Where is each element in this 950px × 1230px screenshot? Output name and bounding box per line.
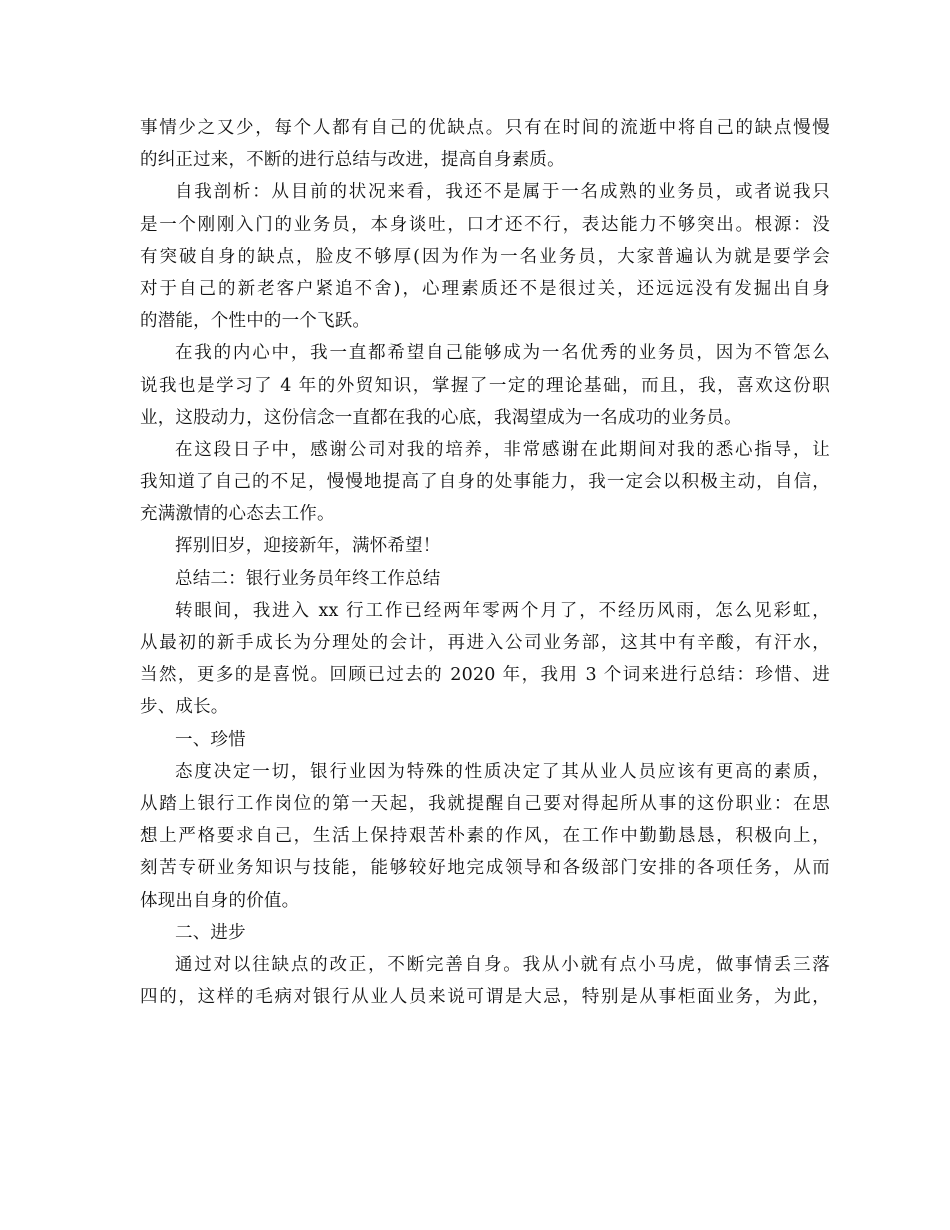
text-line: 事情少之又少，每个人都有自己的优缺点。只有在时间的流逝中将自己的缺点慢慢 — [140, 118, 830, 138]
text-line: 想上严格要求自己，生活上保持艰苦朴素的作风，在工作中勤勤恳恳，积极向上， — [140, 826, 830, 847]
text-line: 充满激情的心态去工作。 — [140, 504, 335, 525]
paragraph-start-line: 在我的内心中，我一直都希望自己能够成为一名优秀的业务员，因为不管怎么 — [175, 343, 830, 364]
text-line: 从最初的新手成长为分理处的会计，再进入公司业务部，这其中有辛酸，有汗水， — [140, 633, 830, 653]
text-line: 是一个刚刚入门的业务员，本身谈吐，口才还不行，表达能力不够突出。根源：没 — [140, 214, 830, 235]
paragraph-start-line: 通过对以往缺点的改正，不断完善自身。我从小就有点小马虎，做事情丢三落 — [175, 954, 830, 975]
text-line: 说我也是学习了 4 年的外贸知识，掌握了一定的理论基础，而且，我，喜欢这份职 — [140, 375, 830, 396]
text-line: 有突破自身的缺点，脸皮不够厚(因为作为一名业务员，大家普遍认为就是要学会 — [140, 246, 830, 267]
text-line: 步、成长。 — [140, 697, 229, 718]
paragraph-start-line: 转眼间，我进入 xx 行工作已经两年零两个月了，不经历风雨，怎么见彩虹， — [175, 600, 830, 621]
text-line: 的潜能，个性中的一个飞跃。 — [140, 311, 371, 332]
text-line: 四的，这样的毛病对银行从业人员来说可谓是大忌，特别是从事柜面业务，为此， — [140, 987, 830, 1008]
text-line: 业，这股动力，这份信念一直都在我的心底，我渴望成为一名成功的业务员。 — [140, 407, 742, 428]
text-line: 对于自己的新老客户紧追不舍)，心理素质还不是很过关，还远远没有发掘出自身 — [140, 278, 830, 299]
paragraph-line: 挥别旧岁，迎接新年，满怀希望！ — [175, 536, 441, 557]
section-heading: 总结二：银行业务员年终工作总结 — [175, 568, 441, 589]
paragraph-start-line: 自我剖析：从目前的状况来看，我还不是属于一名成熟的业务员，或者说我只 — [175, 182, 830, 203]
text-line: 刻苦专研业务知识与技能，能够较好地完成领导和各级部门安排的各项任务，从而 — [140, 858, 830, 879]
paragraph-start-line: 在这段日子中，感谢公司对我的培养，非常感谢在此期间对我的悉心指导，让 — [175, 439, 830, 460]
document-body — [140, 112, 830, 1013]
paragraph-start-line: 态度决定一切，银行业因为特殊的性质决定了其从业人员应该有更高的素质， — [175, 761, 830, 782]
subsection-heading: 一、珍惜 — [175, 729, 246, 750]
text-line: 的纠正过来，不断的进行总结与改进，提高自身素质。 — [140, 150, 565, 171]
text-line: 我知道了自己的不足，慢慢地提高了自身的处事能力，我一定会以积极主动，自信， — [140, 472, 830, 493]
text-line: 当然，更多的是喜悦。回顾已过去的 2020 年，我用 3 个词来进行总结：珍惜、进 — [140, 665, 830, 686]
text-line: 从踏上银行工作岗位的第一天起，我就提醒自己要对得起所从事的这份职业：在思 — [140, 793, 830, 814]
subsection-heading: 二、进步 — [175, 922, 246, 943]
text-line: 体现出自身的价值。 — [140, 890, 300, 911]
